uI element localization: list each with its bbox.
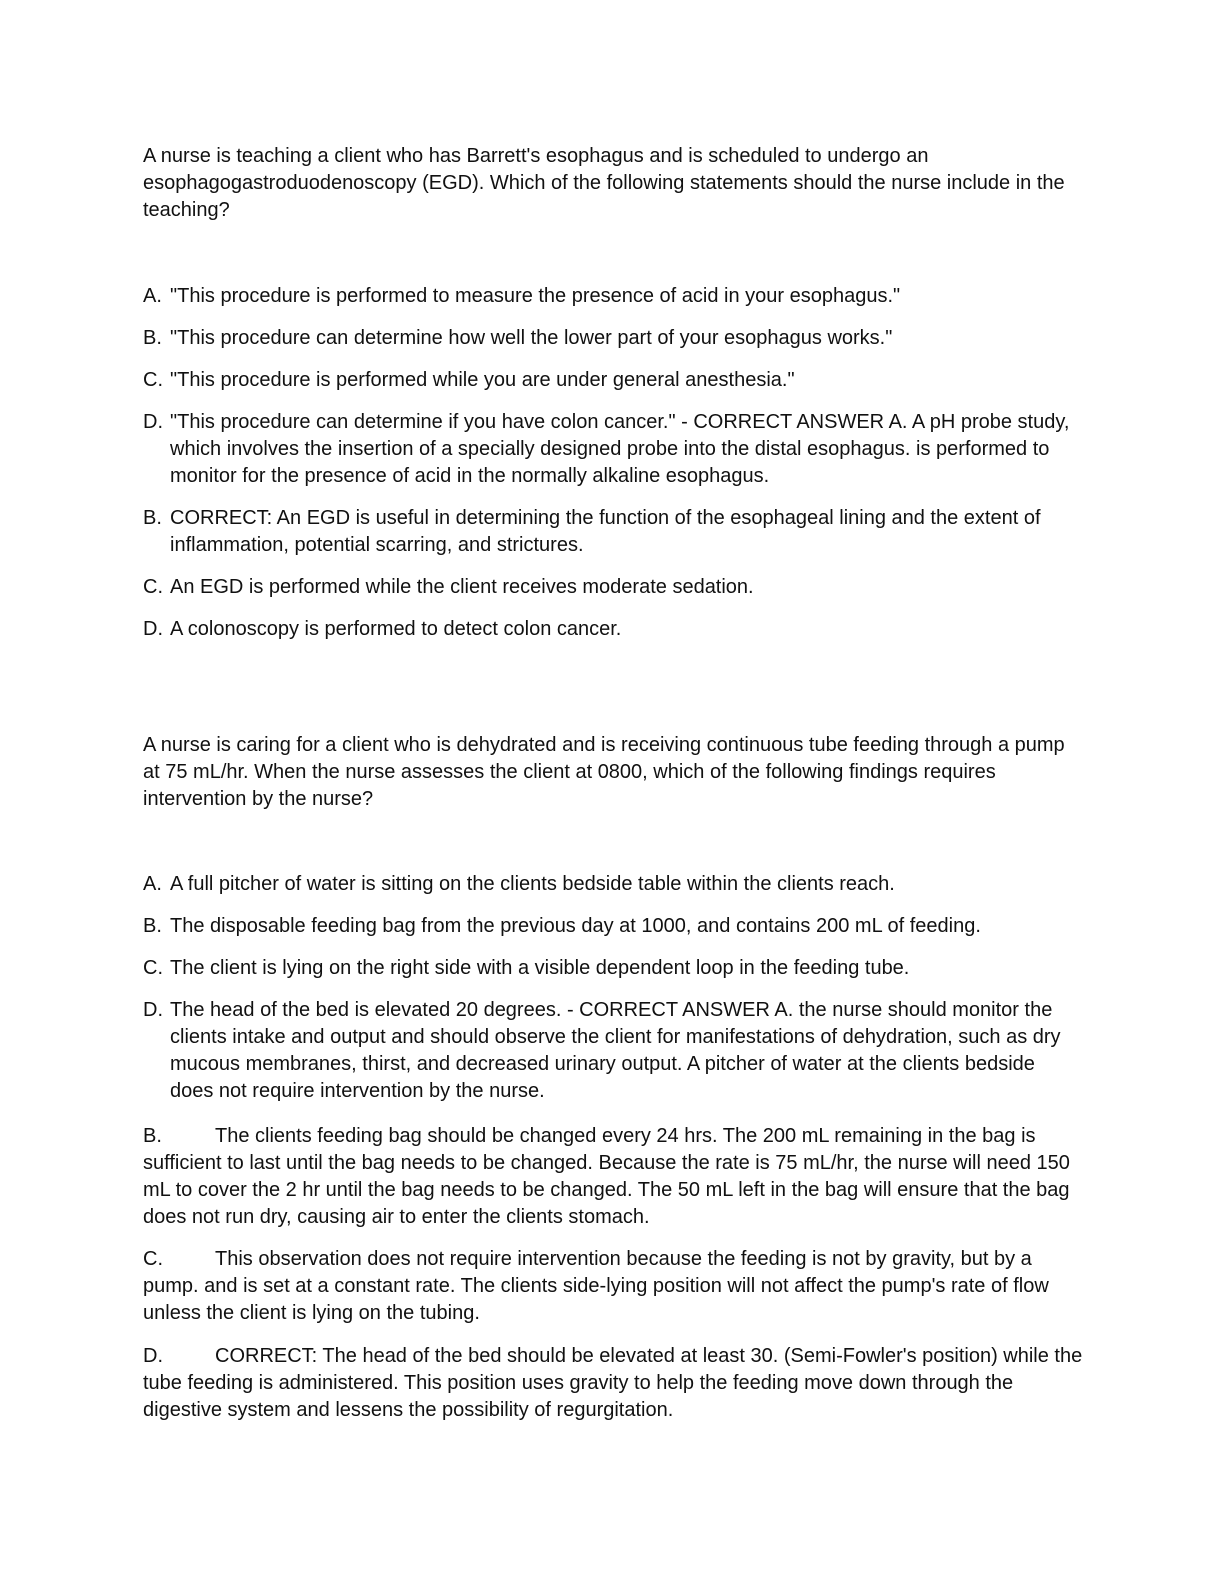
rationale-letter: C. xyxy=(143,1248,163,1270)
option-letter: C. xyxy=(143,369,163,391)
question-1-options xyxy=(143,283,1083,658)
rationale-letter: B. xyxy=(143,1125,162,1147)
q2-option-b xyxy=(143,913,1083,940)
option-text: "This procedure can determine how well the lower part of your esophagus works." xyxy=(170,327,893,349)
option-text: The client is lying on the right side with a visible dependent loop in the feeding tube. xyxy=(170,957,910,979)
option-text: CORRECT: An EGD is useful in determining the function of the esophageal lining and the extent of inflammation, potential scarring, and strictures. xyxy=(170,507,1041,556)
option-letter: C. xyxy=(143,576,163,598)
rationale-letter: D. xyxy=(143,1345,163,1367)
q1-option-a xyxy=(143,283,1083,310)
q1-option-d-with-answer xyxy=(143,409,1083,490)
q2-rationale-b xyxy=(143,1123,1083,1231)
q2-option-d-with-answer xyxy=(143,997,1083,1105)
option-letter: B. xyxy=(143,507,162,529)
question-2-stem: A nurse is caring for a client who is dehydrated and is receiving continuous tube feeding through a pump at 75 mL/hr. When the nurse assesses the client at 0800, which of the following findings requires intervention by the nurse? xyxy=(143,734,1065,810)
q1-rationale-b xyxy=(143,505,1083,559)
option-text: An EGD is performed while the client receives moderate sedation. xyxy=(170,576,754,598)
q2-rationale-c xyxy=(143,1246,1083,1327)
q2-rationale-d xyxy=(143,1343,1083,1424)
option-text: A full pitcher of water is sitting on the clients bedside table within the clients reach. xyxy=(170,873,895,895)
q1-option-b xyxy=(143,325,1083,352)
option-text: A colonoscopy is performed to detect colon cancer. xyxy=(170,618,622,640)
rationale-text: The clients feeding bag should be changed every 24 hrs. The 200 mL remaining in the bag is sufficient to last until the bag needs to be changed. Because the rate is 75 mL/hr, the nurse will need 150 mL to cover the 2 hr until the bag needs to be changed. The 50 mL left in the bag will ensure that the bag does not run dry, causing air to enter the clients stomach. xyxy=(143,1125,1070,1228)
option-text: The disposable feeding bag from the previous day at 1000, and contains 200 mL of feeding. xyxy=(170,915,981,937)
q1-option-c xyxy=(143,367,1083,394)
option-letter: D. xyxy=(143,618,163,640)
q1-rationale-d xyxy=(143,616,1083,643)
question-1-stem: A nurse is teaching a client who has Barrett's esophagus and is scheduled to undergo an esophagogastroduodenoscopy (EGD). Which of the following statements should the nurse include in the teaching? xyxy=(143,145,1065,221)
q2-option-c xyxy=(143,955,1083,982)
question-2-options xyxy=(143,871,1083,1120)
q2-option-a xyxy=(143,871,1083,898)
q1-rationale-c xyxy=(143,574,1083,601)
option-text: The head of the bed is elevated 20 degrees. - CORRECT ANSWER A. the nurse should monitor the clients intake and output and should observe the client for manifestations of dehydration, such as dry mucous membranes, thirst, and decreased urinary output. A pitcher of water at the clients bedside does not require intervention by the nurse. xyxy=(170,999,1061,1102)
option-letter: B. xyxy=(143,915,162,937)
option-text: "This procedure can determine if you have colon cancer." - CORRECT ANSWER A. A pH probe study, which involves the insertion of a specially designed probe into the distal esophagus. is performed to monitor for the presence of acid in the normally alkaline esophagus. xyxy=(170,411,1070,487)
option-text: "This procedure is performed to measure the presence of acid in your esophagus." xyxy=(170,285,901,307)
option-letter: D. xyxy=(143,411,163,433)
option-letter: A. xyxy=(143,285,162,307)
rationale-text: CORRECT: The head of the bed should be elevated at least 30. (Semi-Fowler's position) while the tube feeding is administered. This position uses gravity to help the feeding move down through the digestive system and lessens the possibility of regurgitation. xyxy=(143,1345,1083,1421)
option-letter: A. xyxy=(143,873,162,895)
rationale-text: This observation does not require intervention because the feeding is not by gravity, but by a pump. and is set at a constant rate. The clients side-lying position will not affect the pump's rate of flow unless the client is lying on the tubing. xyxy=(143,1248,1049,1324)
option-letter: B. xyxy=(143,327,162,349)
option-text: "This procedure is performed while you are under general anesthesia." xyxy=(170,369,795,391)
option-letter: D. xyxy=(143,999,163,1021)
option-letter: C. xyxy=(143,957,163,979)
